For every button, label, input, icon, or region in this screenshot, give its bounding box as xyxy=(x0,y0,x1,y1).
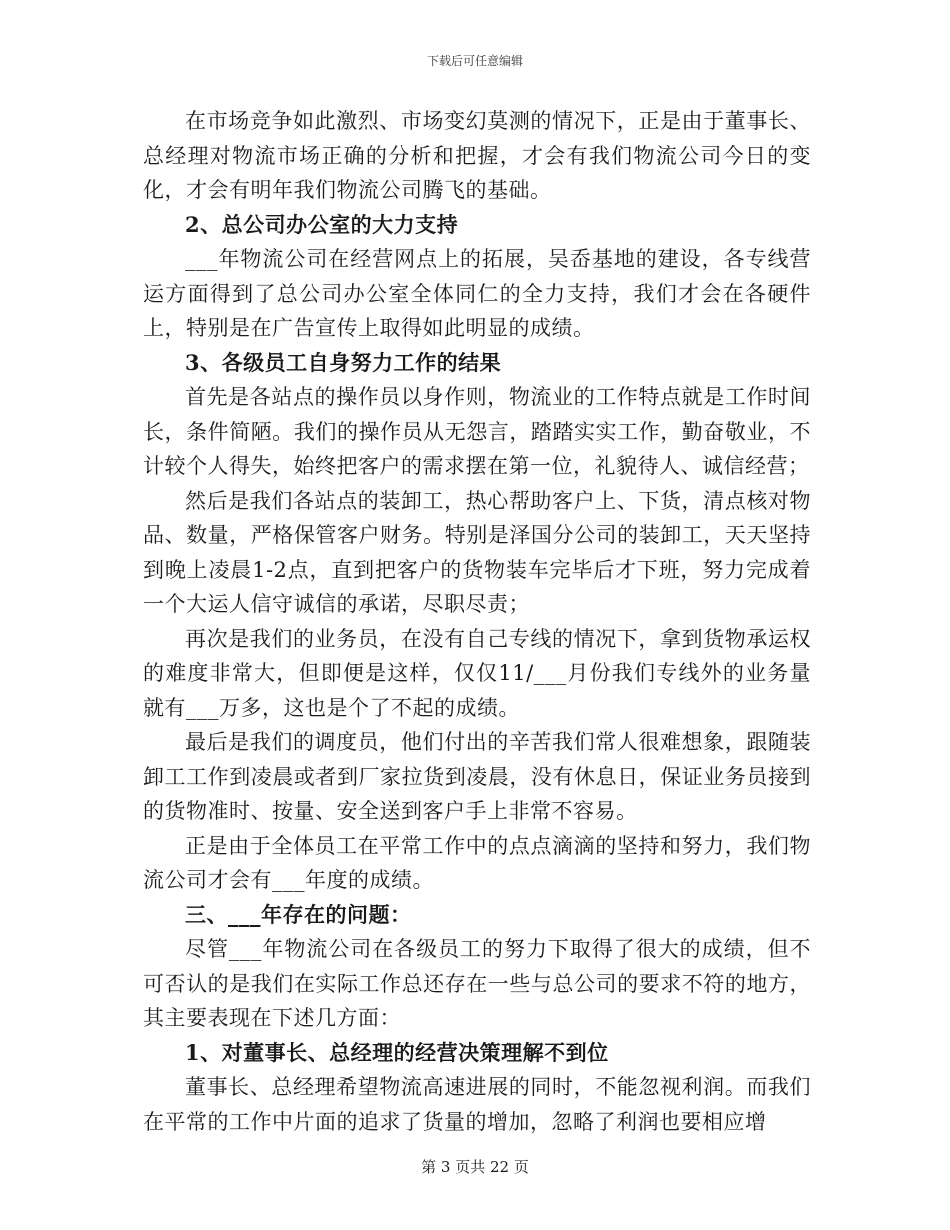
document-body xyxy=(143,104,811,1139)
page-header: 下载后可任意编辑 xyxy=(426,54,523,68)
paragraph: 最后是我们的调度员，他们付出的辛苦我们常人很难想象，跟随装卸工工作到凌晨或者到厂家拉货到凌晨，没有休息日，保证业务员接到的货物准时、按量、安全送到客户手上非常不容易。 xyxy=(143,730,811,823)
section-heading: 2、总公司办公室的大力支持 xyxy=(185,211,459,237)
paragraph: 尽管___年物流公司在各级员工的努力下取得了很大的成绩，但不可否认的是我们在实际工作总还存在一些与总公司的要求不符的地方，其主要表现在下述几方面： xyxy=(143,937,811,1030)
page-footer: 第 3 页共 22 页 xyxy=(421,1158,529,1176)
section-heading: 1、对董事长、总经理的经营决策理解不到位 xyxy=(185,1039,609,1065)
paragraph: 在市场竞争如此激烈、市场变幻莫测的情况下，正是由于董事长、总经理对物流市场正确的分析和把握，才会有我们物流公司今日的变化，才会有明年我们物流公司腾飞的基础。 xyxy=(143,109,811,202)
paragraph: 正是由于全体员工在平常工作中的点点滴滴的坚持和努力，我们物流公司才会有___年度的成绩。 xyxy=(143,833,811,892)
paragraph: 首先是各站点的操作员以身作则，物流业的工作特点就是工作时间长，条件简陋。我们的操作员从无怨言，踏踏实实工作，勤奋敬业，不计较个人得失，始终把客户的需求摆在第一位，礼貌待人、诚信经营； xyxy=(143,385,811,478)
paragraph: 董事长、总经理希望物流高速进展的同时，不能忽视利润。而我们在平常的工作中片面的追求了货量的增加，忽略了利润也要相应增 xyxy=(143,1075,811,1134)
paragraph: ___年物流公司在经营网点上的拓展，吴岙基地的建设，各专线营运方面得到了总公司办公室全体同仁的全力支持，我们才会在各硬件上，特别是在广告宣传上取得如此明显的成绩。 xyxy=(143,247,811,340)
paragraph: 然后是我们各站点的装卸工，热心帮助客户上、下货，清点核对物品、数量，严格保管客户财务。特别是泽国分公司的装卸工，天天坚持到晚上凌晨1-2点，直到把客户的货物装车完毕后才下班，努力完成着一个大运人信守诚信的承诺，尽职尽责； xyxy=(143,488,811,616)
section-heading: 三、___年存在的问题： xyxy=(185,901,412,927)
paragraph: 再次是我们的业务员，在没有自己专线的情况下，拿到货物承运权的难度非常大，但即便是这样，仅仅11/___月份我们专线外的业务量就有___万多，这也是个了不起的成绩。 xyxy=(143,626,811,720)
section-heading: 3、各级员工自身努力工作的结果 xyxy=(185,349,502,375)
